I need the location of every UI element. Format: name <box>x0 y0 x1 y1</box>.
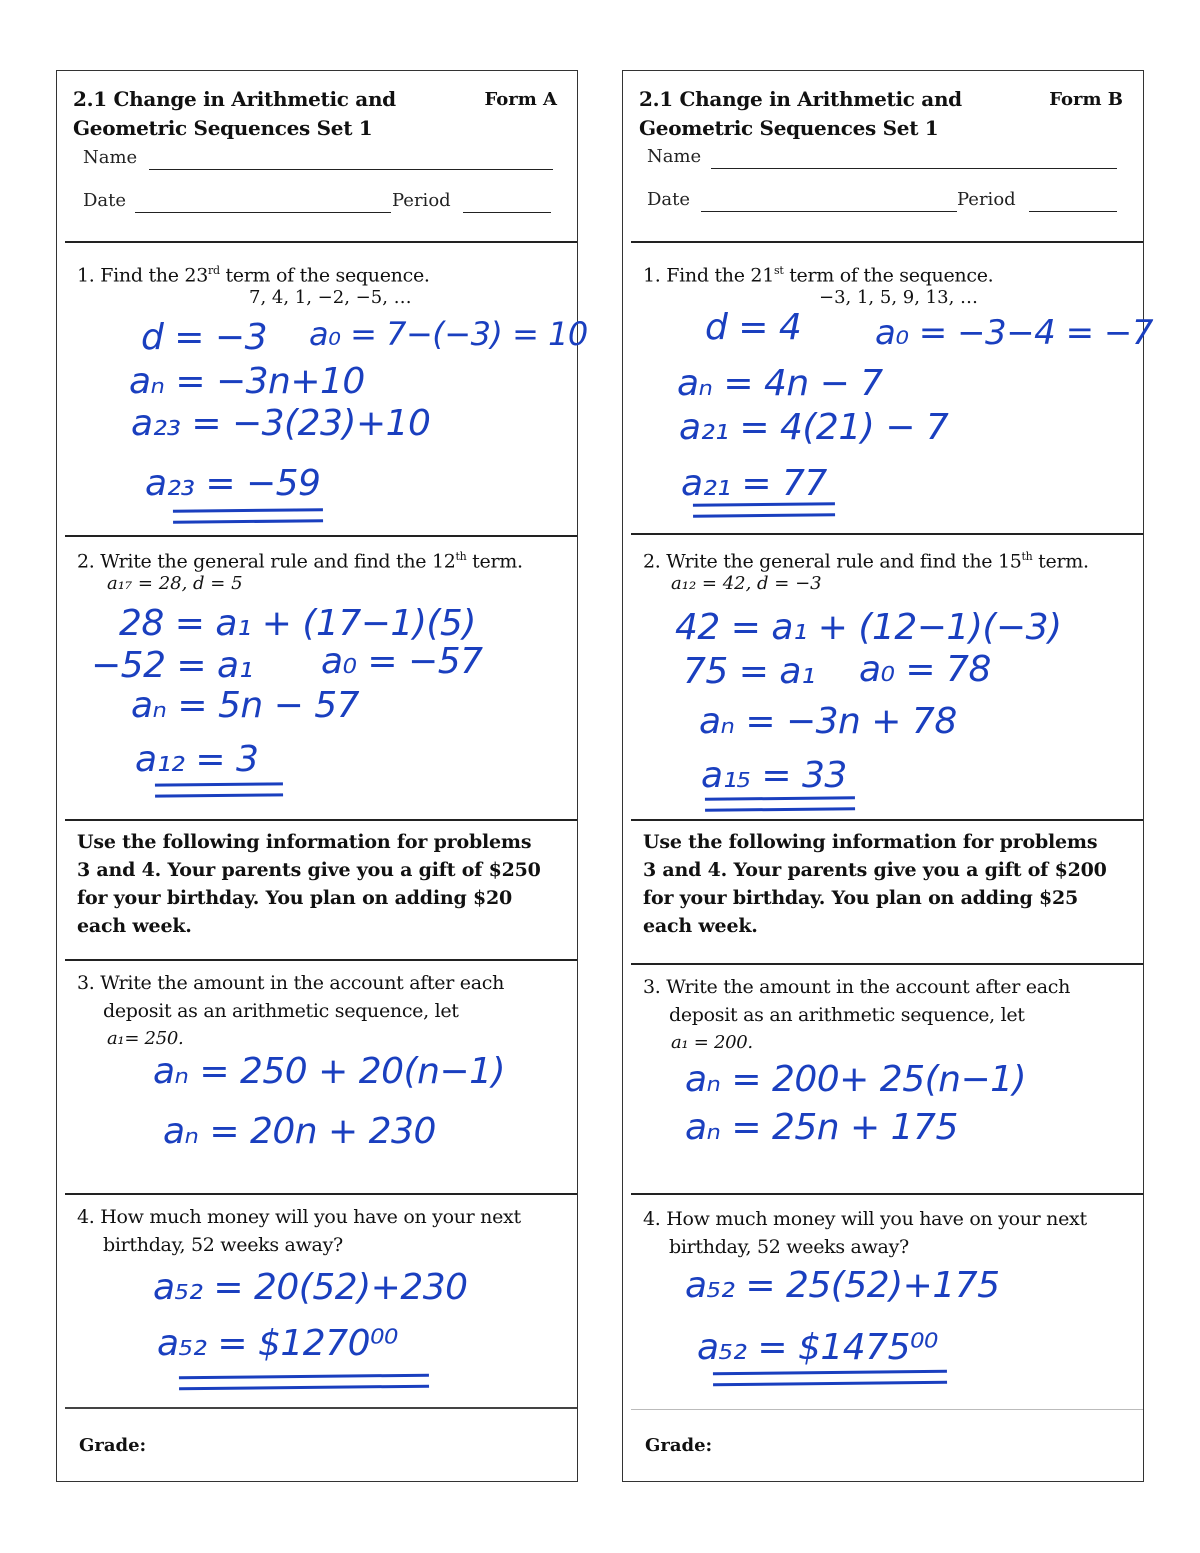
handwritten-work: d = −3 <box>141 317 267 358</box>
question-3 <box>77 969 504 1053</box>
question-1: 1. Find the 21st term of the sequence. <box>643 264 994 287</box>
handwritten-work: a₅₂ = 25(52)+175 <box>685 1265 1000 1306</box>
name-label: Name <box>647 146 702 167</box>
info-line: Use the following information for problems <box>77 831 532 853</box>
divider <box>65 241 577 243</box>
handwritten-work: a₀ = −57 <box>321 641 483 682</box>
info-line: each week. <box>77 915 192 937</box>
period-label: Period <box>392 190 451 211</box>
worksheet-form-a <box>56 70 588 1482</box>
divider <box>65 1193 577 1195</box>
name-label: Name <box>83 147 138 168</box>
answer-double-underline <box>693 502 835 517</box>
date-label: Date <box>83 190 127 211</box>
form-label: Form B <box>1049 89 1123 110</box>
period-label: Period <box>957 189 1016 210</box>
handwritten-work: aₙ = 25n + 175 <box>685 1107 958 1148</box>
divider <box>631 1193 1143 1195</box>
period-field[interactable] <box>463 194 551 213</box>
sequence: −3, 1, 5, 9, 13, … <box>819 287 979 308</box>
info-line: for your birthday. You plan on adding $25 <box>643 887 1079 909</box>
handwritten-work: d = 4 <box>705 307 802 348</box>
name-field[interactable] <box>149 151 553 170</box>
divider <box>631 241 1143 243</box>
title-line-1: 2.1 Change in Arithmetic and <box>639 87 962 111</box>
info-line: Use the following information for problems <box>643 831 1098 853</box>
handwritten-answer: a₅₂ = $1270⁰⁰ <box>157 1323 398 1364</box>
question-2: 2. Write the general rule and find the 12th term. <box>77 550 523 573</box>
question-line: 4. How much money will you have on your next <box>77 1206 521 1228</box>
handwritten-work: a₂₃ = −3(23)+10 <box>131 403 431 444</box>
answer-double-underline <box>179 1374 429 1391</box>
info-line: for your birthday. You plan on adding $20 <box>77 887 513 909</box>
handwritten-work: a₀ = −3−4 = −7 <box>875 313 1154 353</box>
handwritten-work: 28 = a₁ + (17−1)(5) <box>119 603 476 644</box>
divider <box>65 1407 577 1409</box>
handwritten-work: aₙ = 4n − 7 <box>677 363 883 404</box>
info-line: 3 and 4. Your parents give you a gift of $250 <box>77 859 541 881</box>
handwritten-answer: a₂₁ = 77 <box>681 463 827 504</box>
question-line: deposit as an arithmetic sequence, let <box>669 1004 1025 1026</box>
handwritten-work: a₀ = 7−(−3) = 10 <box>309 315 588 353</box>
sequence: 7, 4, 1, −2, −5, … <box>249 287 412 308</box>
worksheet-title <box>73 85 396 143</box>
divider <box>631 819 1143 821</box>
divider <box>631 1409 1143 1410</box>
grade-label: Grade: <box>645 1435 713 1456</box>
given-values: a₁₇ = 28, d = 5 <box>107 573 243 594</box>
handwritten-work: aₙ = 5n − 57 <box>131 685 360 726</box>
divider <box>65 535 577 537</box>
given-values: a₁₂ = 42, d = −3 <box>671 573 822 594</box>
question-line: birthday, 52 weeks away? <box>669 1236 909 1258</box>
handwritten-answer: a₂₃ = −59 <box>145 463 321 504</box>
answer-double-underline <box>155 782 283 797</box>
answer-double-underline <box>173 508 323 524</box>
divider <box>631 533 1143 535</box>
handwritten-work: 75 = a₁ <box>683 651 815 692</box>
handwritten-work: a₂₁ = 4(21) − 7 <box>679 407 949 448</box>
handwritten-work: aₙ = 250 + 20(n−1) <box>153 1051 506 1092</box>
question-3 <box>643 973 1070 1057</box>
question-1: 1. Find the 23rd term of the sequence. <box>77 264 430 287</box>
question-2: 2. Write the general rule and find the 15th term. <box>643 550 1089 573</box>
title-line-1: 2.1 Change in Arithmetic and <box>73 87 396 111</box>
info-line: 3 and 4. Your parents give you a gift of $200 <box>643 859 1107 881</box>
worksheet-form-b <box>622 70 1154 1482</box>
question-line: a₁ = 200. <box>671 1032 753 1053</box>
question-line: a₁= 250. <box>107 1028 184 1049</box>
form-label: Form A <box>484 89 557 110</box>
info-line: each week. <box>643 915 758 937</box>
question-line: 3. Write the amount in the account after each <box>77 972 505 994</box>
question-line: 4. How much money will you have on your next <box>643 1208 1087 1230</box>
grade-label: Grade: <box>79 1435 147 1456</box>
worksheet-title <box>639 85 962 143</box>
question-4 <box>643 1205 1087 1261</box>
question-line: birthday, 52 weeks away? <box>103 1234 343 1256</box>
title-line-2: Geometric Sequences Set 1 <box>639 116 939 140</box>
answer-double-underline <box>713 1370 947 1386</box>
handwritten-answer: a₅₂ = $1475⁰⁰ <box>697 1327 938 1368</box>
info-block <box>643 828 1107 940</box>
handwritten-work: aₙ = −3n + 78 <box>699 701 957 742</box>
date-label: Date <box>647 189 691 210</box>
question-line: 3. Write the amount in the account after each <box>643 976 1071 998</box>
handwritten-work: aₙ = 200+ 25(n−1) <box>685 1059 1027 1100</box>
date-field[interactable] <box>701 193 957 212</box>
question-line: deposit as an arithmetic sequence, let <box>103 1000 459 1022</box>
handwritten-work: −52 = a₁ <box>91 645 253 686</box>
handwritten-work: aₙ = −3n+10 <box>129 361 365 402</box>
handwritten-work: 42 = a₁ + (12−1)(−3) <box>675 607 1062 648</box>
divider <box>65 959 577 961</box>
question-4 <box>77 1203 521 1259</box>
divider <box>631 963 1143 965</box>
handwritten-answer: a₁₂ = 3 <box>135 739 259 780</box>
info-block <box>77 828 541 940</box>
handwritten-work: a₀ = 78 <box>859 649 991 690</box>
answer-double-underline <box>705 796 855 812</box>
handwritten-work: a₅₂ = 20(52)+230 <box>153 1267 468 1308</box>
date-field[interactable] <box>135 194 391 213</box>
name-field[interactable] <box>711 150 1117 169</box>
divider <box>65 819 577 821</box>
handwritten-answer: a₁₅ = 33 <box>701 755 847 796</box>
period-field[interactable] <box>1029 193 1117 212</box>
handwritten-work: aₙ = 20n + 230 <box>163 1111 436 1152</box>
title-line-2: Geometric Sequences Set 1 <box>73 116 373 140</box>
